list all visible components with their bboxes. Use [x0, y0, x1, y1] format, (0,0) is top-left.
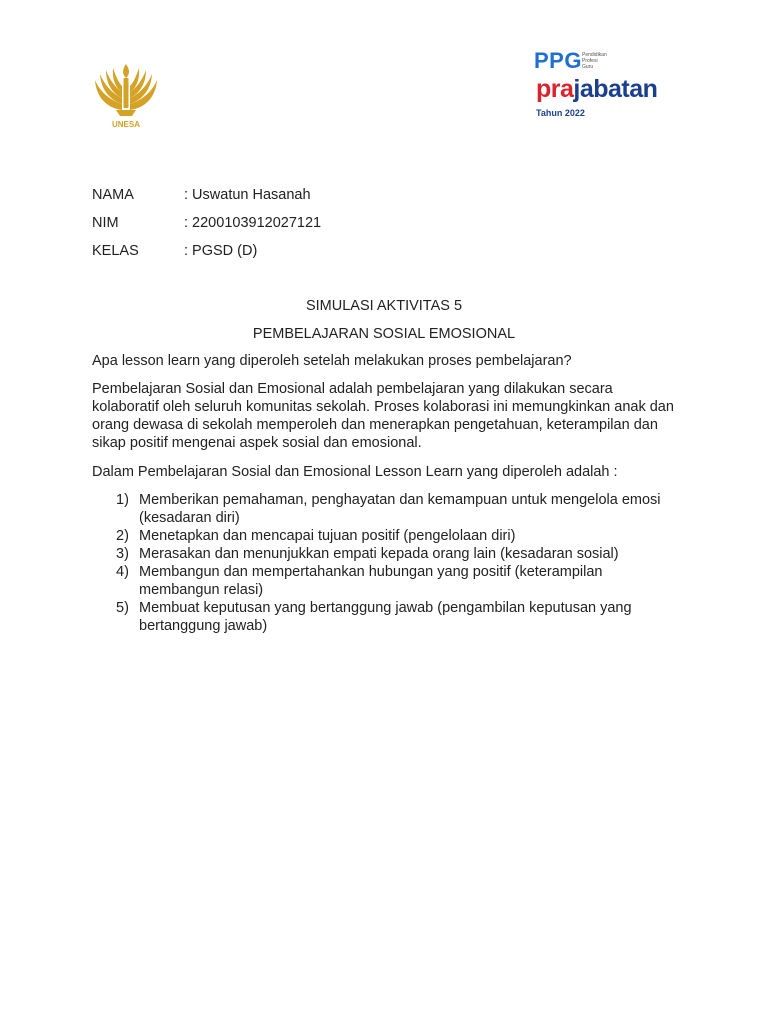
list-item: 3) Merasakan dan menunjukkan empati kepada orang lain (kesadaran sosial): [116, 546, 619, 562]
list-item: 4) Membangun dan mempertahankan hubungan yang positif (keterampilan membangun relasi): [116, 564, 603, 598]
ppg-logo-top: PPG: [534, 48, 582, 73]
identity-value: : PGSD (D): [184, 243, 258, 259]
list-intro: Dalam Pembelajaran Sosial dan Emosional Lesson Learn yang diperoleh adalah :: [92, 464, 618, 480]
question-text: Apa lesson learn yang diperoleh setelah melakukan proses pembelajaran?: [92, 353, 572, 369]
unesa-logo: [92, 60, 160, 130]
ppg-prajabatan-logo: [532, 48, 658, 126]
list-item: 5) Membuat keputusan yang bertanggung jawab (pengambilan keputusan yang bertanggung jawab): [116, 600, 632, 634]
ppg-logo-subtitle: Pendidikan Profesi Guru: [582, 52, 607, 70]
identity-value: : 2200103912027121: [184, 215, 322, 231]
lesson-list: [92, 491, 682, 635]
ppg-logo-year: Tahun 2022: [536, 108, 585, 118]
identity-value: : Uswatun Hasanah: [184, 187, 311, 203]
identity-label: NAMA: [92, 187, 134, 203]
identity-row-kelas: [92, 242, 257, 260]
identity-label: NIM: [92, 215, 119, 231]
unesa-logo-icon: [92, 60, 160, 130]
identity-label: KELAS: [92, 243, 139, 259]
identity-row-nim: [92, 214, 321, 232]
list-item: 2) Menetapkan dan mencapai tujuan positif (pengelolaan diri): [116, 528, 516, 544]
list-item: 1) Memberikan pemahaman, penghayatan dan kemampuan untuk mengelola emosi (kesadaran diri): [116, 492, 661, 526]
ppg-logo-main: prajabatan: [536, 75, 658, 103]
identity-row-nama: [92, 186, 311, 204]
unesa-logo-text: UNESA: [111, 120, 141, 129]
document-title: SIMULASI AKTIVITAS 5: [305, 298, 463, 314]
document-subtitle: PEMBELAJARAN SOSIAL EMOSIONAL: [252, 326, 516, 342]
body-paragraph: Pembelajaran Sosial dan Emosional adalah pembelajaran yang dilakukan secara kolaboratif oleh seluruh komunitas sekolah. Proses kolaborasi ini memungkinkan anak dan orang dewasa di sekolah memperoleh dan menerapkan pengetahuan, keterampilan dan sikap positif mengenai aspek sosial dan emosional.: [92, 381, 674, 451]
